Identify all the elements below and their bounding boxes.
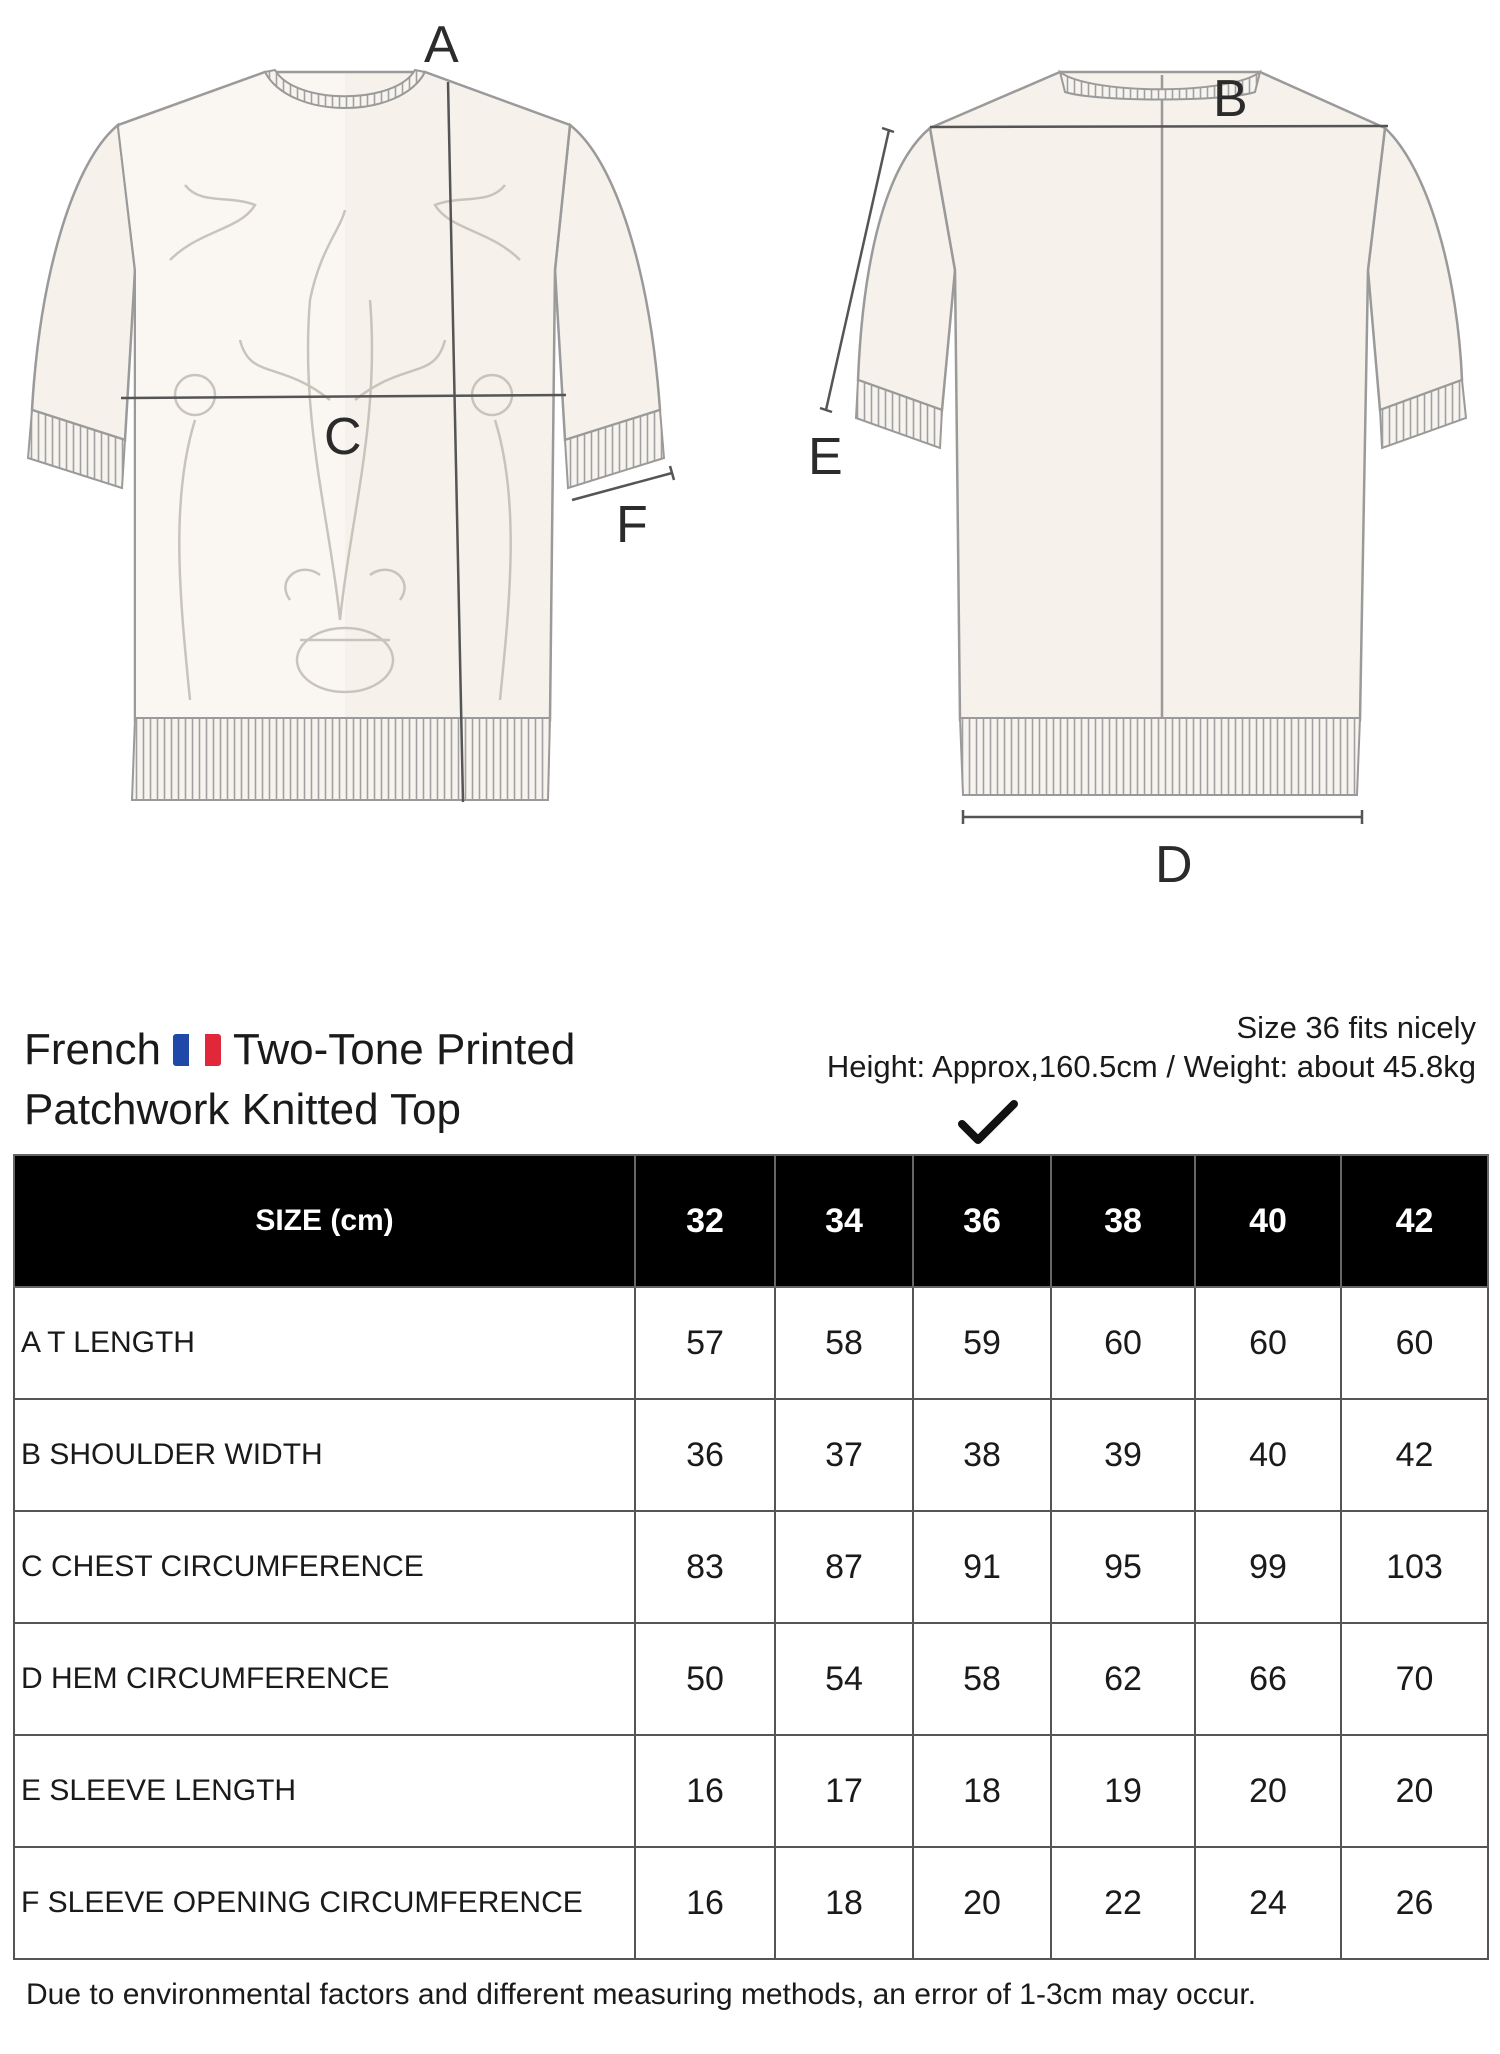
row-label: F SLEEVE OPENING CIRCUMFERENCE [14,1847,635,1959]
title-line2: Patchwork Knitted Top [24,1085,461,1134]
table-cell: 62 [1051,1623,1195,1735]
table-cell: 66 [1195,1623,1341,1735]
product-title [24,1020,575,1140]
table-cell: 99 [1195,1511,1341,1623]
header-size-32: 32 [635,1155,775,1287]
table-row [14,1847,1488,1959]
table-cell: 26 [1341,1847,1488,1959]
table-cell: 16 [635,1847,775,1959]
table-cell: 20 [1195,1735,1341,1847]
table-row [14,1623,1488,1735]
title-part2: Two-Tone Printed [232,1025,576,1074]
table-cell: 87 [775,1511,913,1623]
header-size-38: 38 [1051,1155,1195,1287]
fit-note-line2: Height: Approx,160.5cm / Weight: about 45.8kg [826,1049,1476,1084]
table-cell: 50 [635,1623,775,1735]
row-label: C CHEST CIRCUMFERENCE [14,1511,635,1623]
label-d: D [1155,836,1193,894]
header-size-label: SIZE (cm) [14,1155,635,1287]
header-size-34: 34 [775,1155,913,1287]
table-cell: 18 [775,1847,913,1959]
table-cell: 60 [1051,1287,1195,1399]
table-cell: 60 [1341,1287,1488,1399]
table-header-row [14,1155,1488,1287]
table-cell: 18 [913,1735,1051,1847]
table-cell: 36 [635,1399,775,1511]
table-cell: 54 [775,1623,913,1735]
table-cell: 95 [1051,1511,1195,1623]
label-b: B [1213,70,1248,128]
garment-diagram [0,0,1500,920]
table-cell: 40 [1195,1399,1341,1511]
checkmark-icon [958,1098,1018,1148]
label-a: A [424,16,459,74]
title-part1: French [24,1025,161,1074]
table-row [14,1399,1488,1511]
table-cell: 70 [1341,1623,1488,1735]
table-cell: 59 [913,1287,1051,1399]
label-e: E [808,428,843,486]
table-cell: 38 [913,1399,1051,1511]
fit-note [827,1008,1476,1086]
header-size-42: 42 [1341,1155,1488,1287]
row-label: A T LENGTH [14,1287,635,1399]
table-cell: 20 [1341,1735,1488,1847]
row-label: D HEM CIRCUMFERENCE [14,1623,635,1735]
table-cell: 103 [1341,1511,1488,1623]
measurement-note: Due to environmental factors and different measuring methods, an error of 1-3cm may occur. [26,1978,1257,2011]
table-cell: 91 [913,1511,1051,1623]
header-size-36: 36 [913,1155,1051,1287]
size-table [13,1154,1489,1960]
label-f: F [616,496,648,554]
table-cell: 16 [635,1735,775,1847]
table-cell: 58 [775,1287,913,1399]
row-label: E SLEEVE LENGTH [14,1735,635,1847]
table-cell: 20 [913,1847,1051,1959]
back-view [820,72,1466,824]
label-c: C [324,408,362,466]
table-cell: 58 [913,1623,1051,1735]
table-cell: 83 [635,1511,775,1623]
table-row [14,1735,1488,1847]
table-row [14,1511,1488,1623]
france-flag-icon [173,1034,221,1066]
table-cell: 57 [635,1287,775,1399]
table-row [14,1287,1488,1399]
row-label: B SHOULDER WIDTH [14,1399,635,1511]
table-cell: 22 [1051,1847,1195,1959]
table-cell: 42 [1341,1399,1488,1511]
table-cell: 39 [1051,1399,1195,1511]
table-cell: 17 [775,1735,913,1847]
header-size-40: 40 [1195,1155,1341,1287]
table-cell: 37 [775,1399,913,1511]
table-cell: 60 [1195,1287,1341,1399]
fit-note-line1: Size 36 fits nicely [1236,1010,1476,1045]
table-cell: 24 [1195,1847,1341,1959]
table-cell: 19 [1051,1735,1195,1847]
